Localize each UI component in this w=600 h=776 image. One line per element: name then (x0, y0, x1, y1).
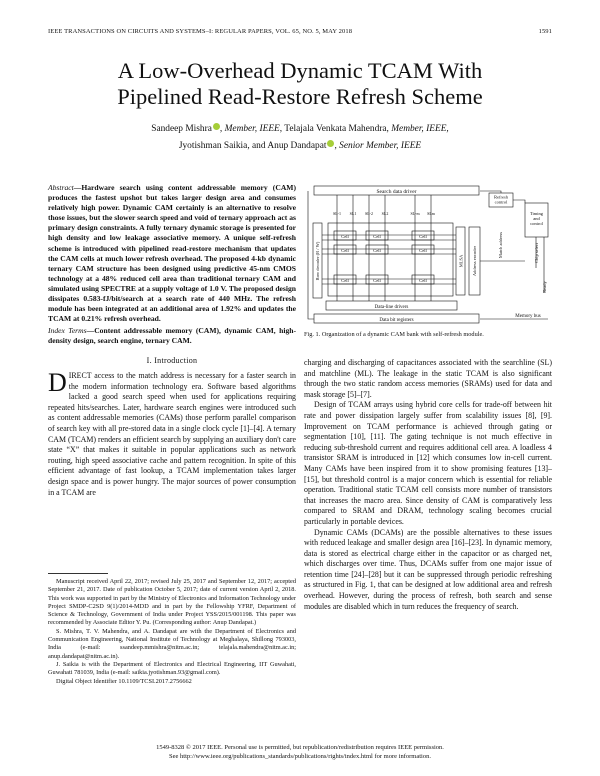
author-1: Sandeep Mishra (151, 124, 212, 134)
label-row-decoder: Row decoder (R / W) (315, 241, 320, 281)
cell-label: Cell (373, 278, 381, 283)
author-line-2 (40, 138, 560, 155)
copyright-notice (40, 744, 560, 761)
label-and: and (533, 216, 540, 221)
figure-caption: Fig. 1. Organization of a dynamic CAM bank with self-refresh module. (304, 331, 484, 338)
section-heading: I. Introduction (146, 356, 198, 365)
label-refresh: Refresh (494, 194, 508, 200)
cell-label: Cell (419, 248, 427, 253)
label-data-bit-registers: Data bit registers (379, 318, 414, 323)
paragraph-dcam: Dynamic CAMs (DCAMs) are the possible alternatives to these issues with reduced leakage and smaller design area [16]–[23]. In dynamic memory, data is stored as electrical charge either in the capacitor or as charged net, which discharges over time. Thus, DCAMs suffer from one major issue of retention time [24]–[28] but it can be suppressed through periodic refreshing as structured in Fig. 1, that can be designed at low additional area and refresh overhead. However, during the process of refresh, both search and sense modules are disabled which in turn reduces the frequency of search. (304, 527, 552, 611)
footnote-doi: Digital Object Identifier 10.1109/TCSI.2017.2756662 (56, 677, 192, 685)
footnote-affiliation-2: J. Saikia is with the Department of Electronics and Electrical Engineering, IIT Guwahati, Guwahati 781039, India (e-mail: saikia.jyotishman.93@gmail.com). (48, 660, 296, 677)
paragraph-continued: charging and discharging of capacitances associated with the searchline (SL) and matchline (ML). The leakage in the static TCAM is also significant through the two static random access memories (SRAMs) used for data and mask storage [5]–[7]. (304, 358, 552, 399)
drop-cap: D (48, 368, 67, 397)
label-refresh-control (494, 195, 509, 205)
index-terms-text: —Content addressable memory (CAM), dynamic CAM, high-density design, search engine, ternary CAM. (48, 326, 296, 346)
paragraph-design: Design of TCAM arrays using hybrid core cells for trade-off between hit rate and power dissipation largely suffer from scalability issues [8], [9]. Improvement on TCAM performance is achieved through gating or segmentation [10], [11]. The gating technique is not much effective in reducing sub-threshold current and requires additional cell area. A loadless 4 transistor SRAM is introduced in [12] which consumes low in-cell current. Many CAMs have been inspired from it to show promising features [13]–[15], but threshold control is a major concern which is essential for reliable operation. Traditional static TCAM cell consists more number of transistors that increases the macro area. Since density of CAM is comparatively less compared to SRAM and DRAM, technology scaling becomes crucial particularly in portable devices. (304, 400, 552, 526)
sl-label: SL-m (410, 211, 420, 216)
label-search-data-driver: Search data driver (376, 189, 417, 195)
author-line-1 (40, 121, 560, 138)
label-ready: Ready (542, 281, 547, 293)
author-4-role: , Senior Member, IEEE (334, 141, 422, 151)
page-number: 1591 (538, 28, 552, 35)
figure-1-diagram (304, 183, 554, 325)
label-control: control (494, 199, 508, 205)
author-1-role: , Member, IEEE (219, 124, 280, 134)
cell-label: Cell (341, 248, 349, 253)
label-timing-control (530, 211, 544, 226)
cell-label: Cell (419, 278, 427, 283)
index-terms (48, 326, 296, 346)
footnote-rule (48, 573, 108, 574)
sl-label: SL1 (349, 211, 357, 216)
copyright-line-1: 1549-8328 © 2017 IEEE. Personal use is permitted, but republication/redistribution requires IEEE permission. (156, 744, 444, 751)
intro-paragraph (48, 368, 296, 498)
abstract-text: —Hardware search using content addressable memory (CAM) produces the fastest upshot but takes larger design area and consumes relatively high power. Dynamic CAM certainly is an alternative to resolve those issues, but the slower search speed and void of ternary approach act as primary design constraints. A fully ternary dynamic storage is presented for high density and low leakage associative memory. A unique self-refresh scheme is introduced with pipelined read-restore mechanism that updates the CAM cells at much lower refresh overhead. The proposed 4-kb dynamic ternary CAM structure has been designed using predictive 45-nm CMOS technology at a 48% reduced cell area than traditional ternary CAM and simulated using SPECTRE at a supply voltage of 1.0 V. The proposed design dissipates 0.583-fJ/bit/search at a search rate of 440 MHz. The refresh module has been integrated at an additional area of 1.92% and updates the TCAM at 0.21% refresh overhead. (48, 183, 296, 324)
paper-title (40, 58, 560, 110)
author-3-4: Jyotishman Saikia, and Anup Dandapat (178, 141, 327, 151)
label-data-line-drivers: Data-line drivers (374, 305, 409, 310)
intro-text: IRECT access to the match address is necessary for a faster search in the modern information technology era. Software based algorithms lacked a good search speed when used for applications requiring repeated hits/searches. Later, hardware search engines were introduced such as content addressable memories (CAMs) those perform parallel comparison of search key with all pre-stored data in a single clock cycle [1]–[4]. A ternary CAM (TCAM) renders an efficient search by supplying an auxiliary don't care state “X” that makes it suitable in popular applications such as network routing, high speed associative cache and pattern recognition. In spite of this efficient advantage of fast lookup, a TCAM implementation takes larger design space and is power hungry. The major sources of power consumption in a TCAM are (48, 371, 296, 497)
title-line-1: A Low-Overhead Dynamic TCAM With (117, 58, 483, 83)
label-mlsa: MLSA (458, 254, 464, 268)
footnote (48, 578, 296, 686)
cell-label: Cell (373, 234, 381, 239)
author-2-role: Member, IEEE, (388, 124, 449, 134)
label-memory-bus: Memory bus (515, 314, 541, 319)
cell-label: Cell (341, 278, 349, 283)
orcid-icon[interactable] (213, 123, 220, 130)
sl-label: SL-2 (365, 211, 373, 216)
cell-label: Cell (341, 234, 349, 239)
cell-label: Cell (373, 248, 381, 253)
footnote-manuscript: Manuscript received April 22, 2017; revised July 25, 2017 and September 12, 2017; accepted September 21, 2017. Date of publication October 5, 2017; date of current version April 2, 2018. This work was supported in part by the Ministry of Electronics and Information Technology under Project SMDP-C2SD 9(1)/2014-MDD and in part by the Fellowship YFRF, Department of Science & Technology, Government of India under Project YSS/2015/001198. This paper was recommended by Associate Editor Y. Pu. (Corresponding author: Anup Dandapat.) (48, 578, 296, 627)
author-list (40, 121, 560, 155)
label-address-encoder: Address encoder (472, 245, 477, 277)
abstract-lead: Abstract (48, 183, 74, 192)
label-chip-select: Chip select (534, 242, 539, 264)
abstract (48, 183, 296, 324)
label-control-2: control (530, 221, 543, 226)
sl-label: SL-1 (333, 211, 341, 216)
label-match-address: Match address (498, 231, 503, 259)
cell-label: Cell (419, 234, 427, 239)
copyright-line-2: See http://www.ieee.org/publications_standards/publications/rights/index.html for more information. (169, 752, 431, 760)
title-line-2: Pipelined Read-Restore Refresh Scheme (117, 84, 483, 109)
running-header: IEEE TRANSACTIONS ON CIRCUITS AND SYSTEMS–I: REGULAR PAPERS, VOL. 65, NO. 5, MAY 2018 (48, 28, 353, 35)
sl-label: SLm (427, 211, 435, 216)
index-terms-lead: Index Terms (48, 326, 87, 335)
label-timing-and: Timing (529, 211, 544, 216)
right-column-body (304, 358, 552, 612)
footnote-affiliation-1: S. Mishra, T. V. Mahendra, and A. Dandapat are with the Department of Electronics and Communication Engineering, National Institute of Technology at Meghalaya, Shillong 793003, India (e-mail: ssandeep.mmishra@nitm.ac.in; telajala.mahendra@nitm.ac.in; anup.dandapat@nitm.ac.in). (48, 627, 296, 660)
author-2: , Telajala Venkata Mahendra, (279, 124, 389, 134)
sl-label: SL2 (381, 211, 389, 216)
